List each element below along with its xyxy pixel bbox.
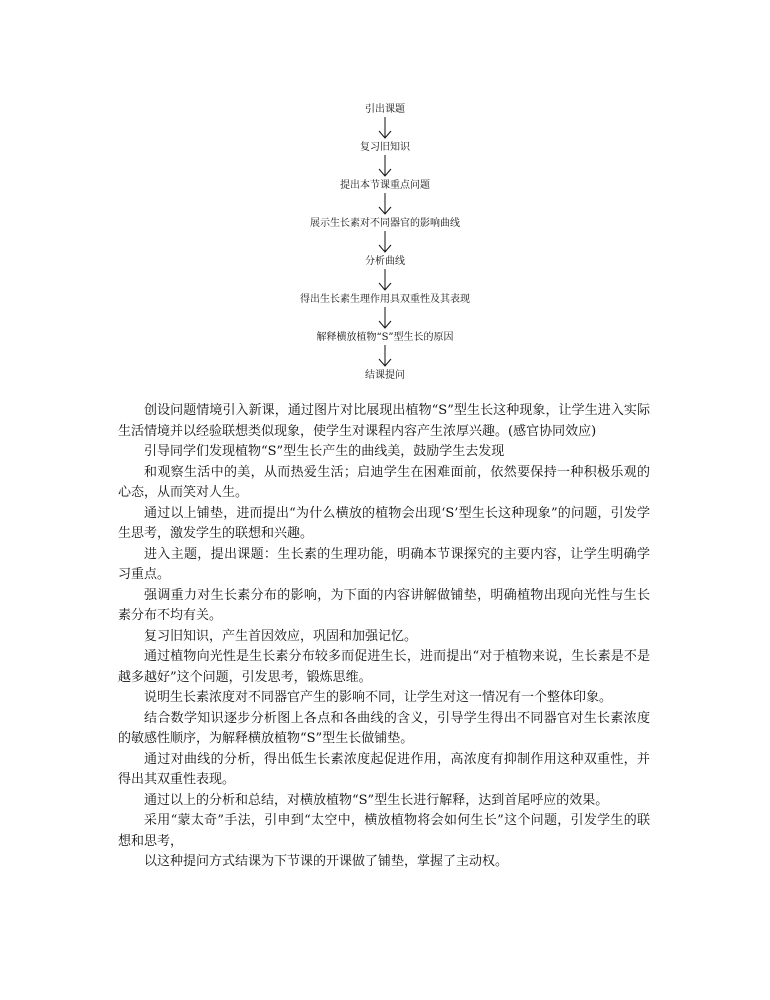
paragraph: 复习旧知识，产生首因效应，巩固和加强记忆。 — [144, 628, 418, 644]
flow-step-1: 引出课题 — [365, 104, 405, 115]
paragraph: 引导同学们发现植物“S”型生长产生的曲线美，鼓励学生去发现 — [144, 444, 505, 459]
paragraph: 强调重力对生长素分布的影响，为下面的内容讲解做铺垫，明确植物出现向光性与生长素分布不均有关。 — [118, 587, 650, 623]
paragraph: 通过植物向光性是生长素分布较多而促进生长，进而提出“对于植物来说，生长素是不是越多越好”这个问题，引发思考，锻炼思维。 — [118, 649, 650, 685]
flow-step-2: 复习旧知识 — [360, 142, 410, 153]
paragraph: 结合数学知识逐步分析图上各点和各曲线的含义，引导学生得出不同器官对生长素浓度的敏感性顺序，为解释横放植物“S”型生长做铺垫。 — [118, 710, 650, 746]
flow-step-8: 结课提问 — [365, 370, 405, 381]
paragraph: 和观察生活中的美，从而热爱生活；启迪学生在困难面前，依然要保持一种积极乐观的心态，从而笑对人生。 — [118, 464, 650, 500]
paragraph: 采用“蒙太奇”手法，引申到“太空中，横放植物将会如何生长”这个问题，引发学生的联想和思考， — [118, 813, 650, 849]
down-arrow-icon — [378, 344, 392, 368]
body-text — [118, 401, 650, 873]
down-arrow-icon — [378, 192, 392, 216]
flow-step-7: 解释横放植物“S”型生长的原因 — [316, 332, 454, 343]
paragraph: 通过对曲线的分析，得出低生长素浓度起促进作用，高浓度有抑制作用这种双重性，并得出其双重性表现。 — [118, 751, 650, 787]
flow-step-4: 展示生长素对不同器官的影响曲线 — [310, 218, 460, 229]
down-arrow-icon — [378, 154, 392, 178]
flow-step-5: 分析曲线 — [365, 256, 405, 267]
paragraph: 进入主题，提出课题：生长素的生理功能，明确本节课探究的主要内容，让学生明确学习重点。 — [118, 546, 650, 582]
flow-step-3: 提出本节课重点问题 — [340, 180, 430, 191]
paragraph: 通过以上铺垫，进而提出“为什么横放的植物会出现‘S’型生长这种现象”的问题，引发学生思考，激发学生的联想和兴趣。 — [118, 505, 650, 541]
paragraph: 说明生长素浓度对不同器官产生的影响不同，让学生对这一情况有一个整体印象。 — [144, 690, 613, 705]
down-arrow-icon — [378, 116, 392, 140]
paragraph: 通过以上的分析和总结，对横放植物“S”型生长进行解释，达到首尾呼应的效果。 — [144, 792, 609, 808]
paragraph: 以这种提问方式结课为下节课的开课做了铺垫，掌握了主动权。 — [144, 854, 509, 869]
down-arrow-icon — [378, 230, 392, 254]
down-arrow-icon — [378, 268, 392, 292]
down-arrow-icon — [378, 306, 392, 330]
flow-step-6: 得出生长素生理作用具双重性及其表现 — [300, 294, 470, 305]
paragraph: 创设问题情境引入新课，通过图片对比展现出植物“S”型生长这种现象，让学生进入实际生活情境并以经验联想类似现象，使学生对课程内容产生浓厚兴趣。(感官协同效应) — [118, 403, 650, 439]
